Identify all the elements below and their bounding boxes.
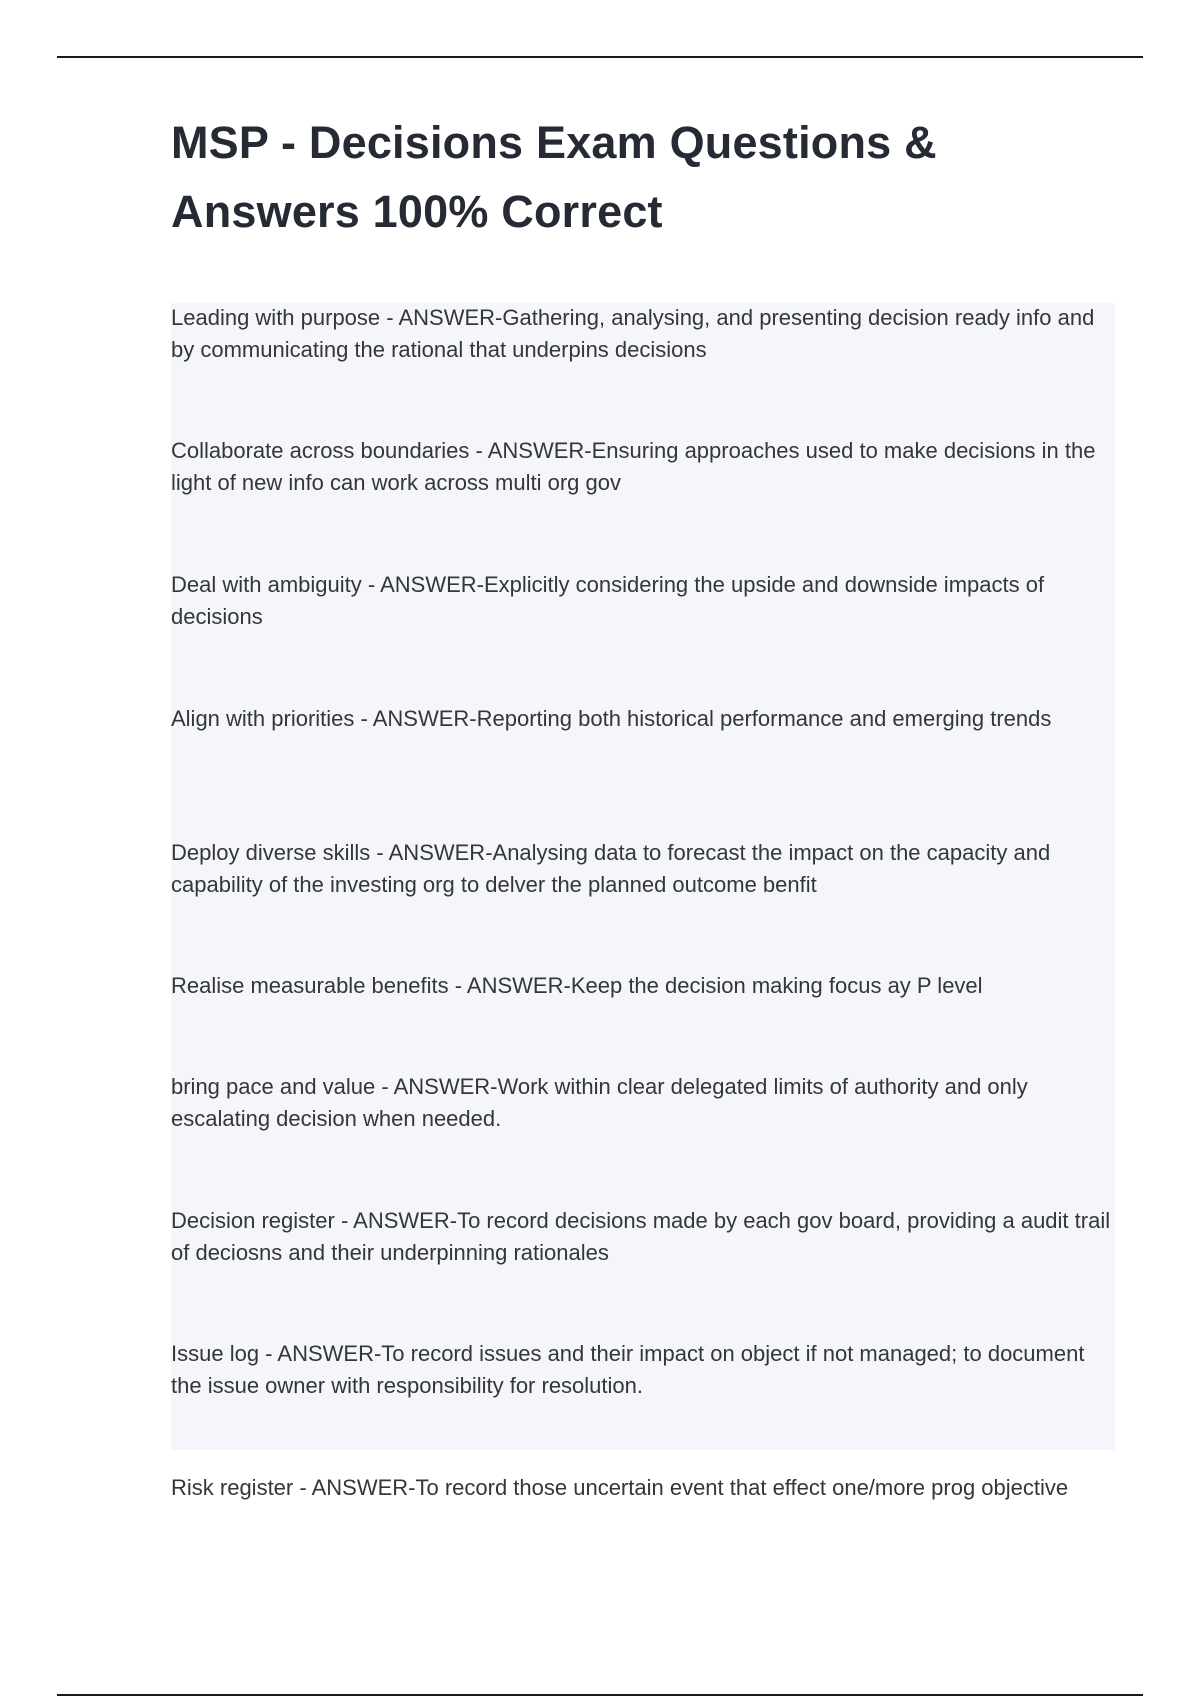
- qa-item-bring-pace-and-value: bring pace and value - ANSWER-Work within clear delegated limits of authority and only escalating decision when needed.: [171, 1074, 1028, 1131]
- qa-item-deal-with-ambiguity: Deal with ambiguity - ANSWER-Explicitly considering the upside and downside impacts of decisions: [171, 572, 1045, 629]
- qa-item-issue-log: Issue log - ANSWER-To record issues and their impact on object if not managed; to document the issue owner with responsibility for resolution.: [171, 1341, 1085, 1398]
- top-rule: [57, 56, 1143, 58]
- qa-item-deploy-diverse-skills: Deploy diverse skills - ANSWER-Analysing data to forecast the impact on the capacity and capability of the investing org to delver the planned outcome benfit: [171, 840, 1051, 897]
- qa-item-realise-measurable-benefits: Realise measurable benefits - ANSWER-Keep the decision making focus ay P level: [171, 973, 983, 998]
- document-title: MSP - Decisions Exam Questions & Answers 100% Correct: [171, 117, 937, 237]
- qa-item-collaborate-across-boundaries: Collaborate across boundaries - ANSWER-Ensuring approaches used to make decisions in the light of new info can work across multi org gov: [171, 438, 1096, 495]
- qa-item-align-with-priorities: Align with priorities - ANSWER-Reporting both historical performance and emerging trends: [171, 706, 1052, 731]
- bottom-rule: [57, 1694, 1143, 1696]
- qa-item-leading-with-purpose: Leading with purpose - ANSWER-Gathering, analysing, and presenting decision ready info and by communicating the rational that underpins decisions: [171, 305, 1095, 362]
- qa-item-risk-register: Risk register - ANSWER-To record those uncertain event that effect one/more prog objective: [171, 1475, 1069, 1500]
- qa-item-decision-register: Decision register - ANSWER-To record decisions made by each gov board, providing a audit trail of deciosns and their underpinning rationales: [171, 1208, 1111, 1265]
